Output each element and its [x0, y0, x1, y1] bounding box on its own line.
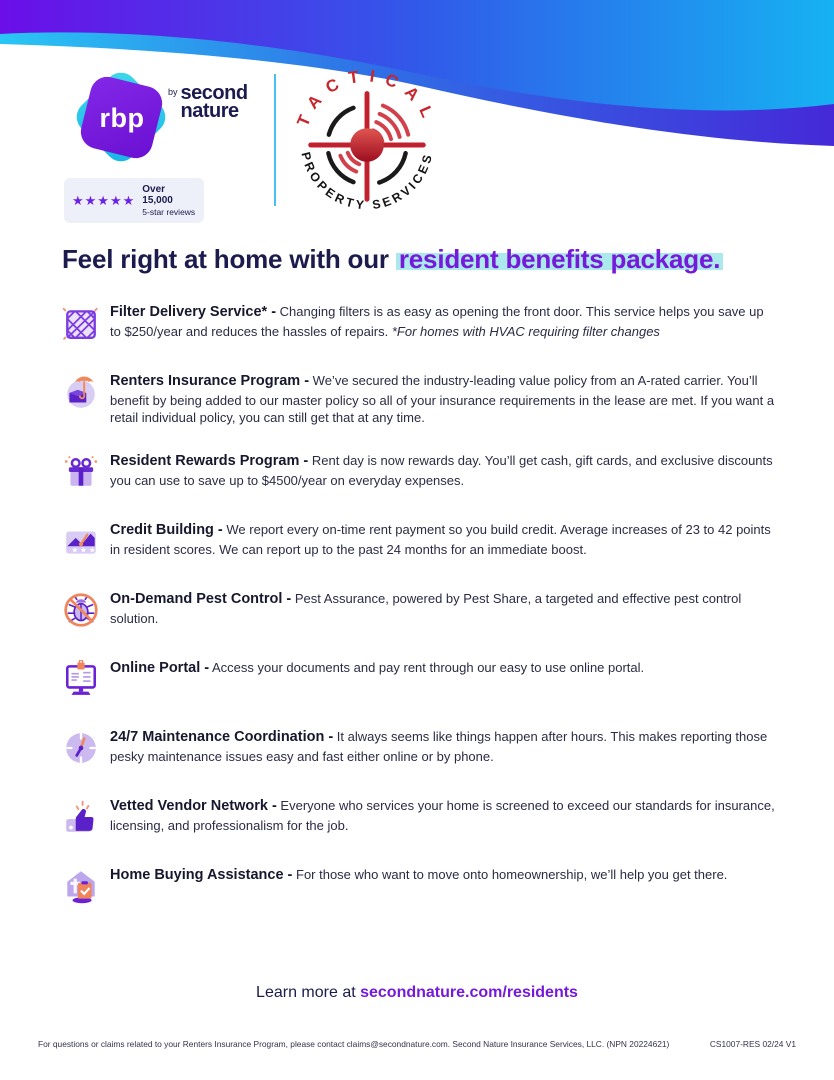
- reviews-text: Over 15,000 5-star reviews: [142, 184, 196, 217]
- second-nature-wordmark: [168, 84, 248, 121]
- benefit-text: Vetted Vendor Network - Everyone who services your home is screened to exceed our standards for insurance, licensing, and professionalism for the job.: [110, 798, 775, 833]
- svg-text:★ ★ ★: ★ ★ ★: [71, 545, 96, 555]
- tactical-top-text: TACTICAL: [293, 66, 441, 130]
- target-center-dot: [350, 128, 384, 162]
- logo-divider: [274, 74, 276, 206]
- online-portal-icon: [62, 659, 110, 703]
- home-buying-icon: [62, 866, 110, 910]
- maintenance-clock-icon: [62, 728, 110, 772]
- page-title: Feel right at home with our resident benefits package.: [62, 244, 834, 275]
- thumbs-up-icon: [62, 797, 110, 841]
- tactical-bottom-text: PROPERTY SERVICES: [298, 150, 436, 213]
- benefit-item-credit-building: [62, 521, 776, 565]
- benefit-item-maintenance: [62, 728, 776, 772]
- insurance-disclaimer: For questions or claims related to your Renters Insurance Program, please contact claims@secondnature.com. Second Nature Insurance Services, LLC. (NPN 20224621): [38, 1039, 670, 1049]
- benefit-item-online-portal: [62, 659, 776, 703]
- learn-more-line: Learn more at secondnature.com/residents: [256, 984, 578, 1001]
- resident-rewards-icon: [62, 452, 110, 496]
- benefit-item-renters-insurance: [62, 372, 776, 427]
- residents-link[interactable]: secondnature.com/residents: [360, 984, 578, 1001]
- benefit-text: Credit Building - We report every on-time rent payment so you build credit. Average increases of 23 to 42 points in resident scores. We can report up to the past 24 months for an immediate boost.: [110, 522, 771, 557]
- five-stars-icon: ★★★★★: [72, 192, 136, 208]
- page-title-highlight: resident benefits package.: [396, 244, 723, 274]
- renters-insurance-icon: [62, 372, 110, 427]
- benefit-text: 24/7 Maintenance Coordination - It always seems like things happen after hours. This makes reporting those pesky maintenance issues easy and fast either online or by phone.: [110, 729, 768, 764]
- rbp-logo-block: [62, 70, 248, 223]
- rbp-logo: [74, 70, 170, 166]
- pest-control-icon: [62, 590, 110, 634]
- benefit-text: Filter Delivery Service* - Changing filters is as easy as opening the front door. This service helps you save up to $250/year and reduces the hassles of repairs. *For homes with HVAC requiring filter changes: [110, 304, 764, 339]
- document-code: CS1007-RES 02/24 V1: [709, 1039, 796, 1049]
- rbp-logo-text: rbp: [99, 102, 145, 133]
- fine-print: [0, 1039, 834, 1049]
- benefit-text: Online Portal - Access your documents and pay rent through our easy to use online portal.: [110, 660, 645, 677]
- benefit-text: Home Buying Assistance - For those who want to move onto homeownership, we’ll help you get there.: [110, 867, 728, 884]
- benefit-item-home-buying: [62, 866, 776, 910]
- reviews-badge: [64, 178, 204, 223]
- benefit-text: Resident Rewards Program - Rent day is now rewards day. You’ll get cash, gift cards, and exclusive discounts you can use to save up to $4500/year on everyday expenses.: [110, 453, 773, 488]
- benefits-list: [62, 303, 776, 910]
- benefit-item-resident-rewards: [62, 452, 776, 496]
- logo-row: [0, 66, 834, 228]
- tactical-property-services-logo: [288, 64, 446, 222]
- benefit-item-vendor-network: [62, 797, 776, 841]
- benefit-item-pest-control: [62, 590, 776, 634]
- filter-delivery-icon: [62, 303, 110, 347]
- credit-building-icon: [62, 521, 110, 565]
- benefit-item-filter-delivery: [62, 303, 776, 347]
- by-label: by: [168, 87, 178, 97]
- benefit-text: Renters Insurance Program - We’ve secured the industry-leading value policy from an A-rated carrier. You’ll benefit by being added to our master policy so all of your insurance requirements in the lease are met. If you want a retail individual policy, you can still get that at any time.: [110, 373, 775, 426]
- benefit-text: On-Demand Pest Control - Pest Assurance, powered by Pest Share, a targeted and effective pest control solution.: [110, 591, 742, 626]
- brand-name: second nature: [180, 82, 248, 123]
